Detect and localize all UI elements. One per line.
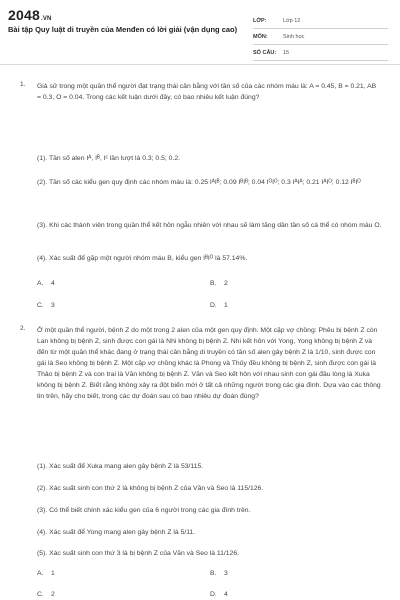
statement: (4). Xác suất để Yong mang alen gây bệnh Z là 5/11. xyxy=(37,529,196,536)
meta-key: MÔN: xyxy=(253,33,268,40)
question-text: Ở một quần thể người, bệnh Z do một trong 2 alen của một gen quy định. Một cặp vợ chồng: Phêu bị bệnh Z còn Lan không bị bệnh Z, sinh được con gái là Nhi không bị bệnh Z. Nhi kết hôn với Yong, Yong không bị bệnh Z và đến từ một quần thể khác đang ở trạng thái cân bằng di truyền có tần số alen gây bệnh Z là 1/10, sinh được con gái là Seo không bị bệnh Z. Một cặp vợ chồng khác là Phong và Thủy đều không bị bệnh Z, sinh được con gái là Thảo bị bệnh Z và con trai là Văn không bị bệnh Z. Văn và Seo kết hôn với nhau sinh con gái đầu lòng là Xuka không bị bệnh Z. Biết rằng không xảy ra đột biến mới ở tất cả những người trong các gia đình. Dựa vào các thông tin trên, hãy cho biết, trong các dự đoán sau có bao nhiêu dự đoán đúng? xyxy=(37,327,381,400)
meta-row-subject xyxy=(253,29,388,45)
document-title: Bài tập Quy luật di truyền của Menđen có lời giải (vận dụng cao) xyxy=(8,25,238,34)
option-value: 4 xyxy=(224,591,228,598)
option-value: 1 xyxy=(51,570,55,577)
statement: (1). Xác suất để Xuka mang alen gây bệnh Z là 53/115. xyxy=(37,463,204,470)
meta-row-count xyxy=(253,45,388,61)
meta-row-class xyxy=(253,13,388,29)
option-letter: D. xyxy=(210,591,217,598)
meta-value: 15 xyxy=(283,49,290,56)
statement: (3). Khi các thành viên trong quần thể kết hôn ngẫu nhiên với nhau sẽ làm tăng dần tần số cá thể có nhóm máu O. xyxy=(37,222,382,229)
question-number: 1. xyxy=(20,81,26,88)
statement: (5). Xác suất sinh con thứ 3 là bị bệnh Z của Văn và Seo là 11/126. xyxy=(37,550,240,557)
option-c[interactable] xyxy=(37,591,55,598)
option-letter: C. xyxy=(37,302,44,309)
option-value: 2 xyxy=(51,591,55,598)
header-divider xyxy=(0,64,400,65)
logo-suffix: .VN xyxy=(40,16,52,22)
meta-table xyxy=(253,13,388,61)
option-letter: A. xyxy=(37,280,44,287)
meta-value: Lớp 12 xyxy=(283,17,301,24)
option-b[interactable] xyxy=(210,570,228,577)
option-b[interactable] xyxy=(210,280,228,287)
logo[interactable] xyxy=(8,7,52,23)
option-value: 3 xyxy=(51,302,55,309)
question-number: 2. xyxy=(20,325,26,332)
logo-text: 2048 xyxy=(8,7,40,23)
statement: (3). Có thể biết chính xác kiểu gen của 6 người trong các gia đình trên. xyxy=(37,507,251,514)
option-a[interactable] xyxy=(37,280,55,287)
question-text: Giả sử trong một quần thể người đạt trạng thái cân bằng với tần số của các nhóm máu là: A = 0.45, B = 0.21, AB = 0.3, O = 0.04. Trong các kết luận dưới đây, có bao nhiêu kết luận đúng? xyxy=(37,83,377,101)
option-value: 1 xyxy=(224,302,228,309)
option-d[interactable] xyxy=(210,591,228,598)
option-letter: B. xyxy=(210,280,217,287)
statement: (2). Tần số các kiểu gen quy định các nhóm máu là: 0.25 IᴬIᴮ; 0.09 IᴮIᴮ; 0.04 IᴼIᴼ; 0.3 IᴬIᴬ; 0.21 IᴬIᴼ; 0.12 IᴮIᴼ xyxy=(37,179,361,186)
option-d[interactable] xyxy=(210,302,228,309)
option-c[interactable] xyxy=(37,302,55,309)
meta-value: Sinh học xyxy=(283,33,305,40)
meta-key: LỚP: xyxy=(253,17,267,24)
option-a[interactable] xyxy=(37,570,55,577)
option-letter: C. xyxy=(37,591,44,598)
page-header xyxy=(0,0,400,62)
statement: (1). Tần số alen Iᴬ, Iᴮ, Iᶜ lần lượt là 0.3; 0.5; 0.2. xyxy=(37,155,180,162)
statement: (2). Xác suất sinh con thứ 2 là không bị bệnh Z của Văn và Seo là 115/126. xyxy=(37,485,264,492)
option-value: 4 xyxy=(51,280,55,287)
option-value: 2 xyxy=(224,280,228,287)
meta-key: SỐ CÂU: xyxy=(253,49,277,56)
option-letter: D. xyxy=(210,302,217,309)
option-letter: A. xyxy=(37,570,44,577)
statement: (4). Xác suất để gặp một người nhóm máu B, kiểu gen IᴮIᴼ là 57.14%. xyxy=(37,255,248,262)
option-value: 3 xyxy=(224,570,228,577)
option-letter: B. xyxy=(210,570,217,577)
